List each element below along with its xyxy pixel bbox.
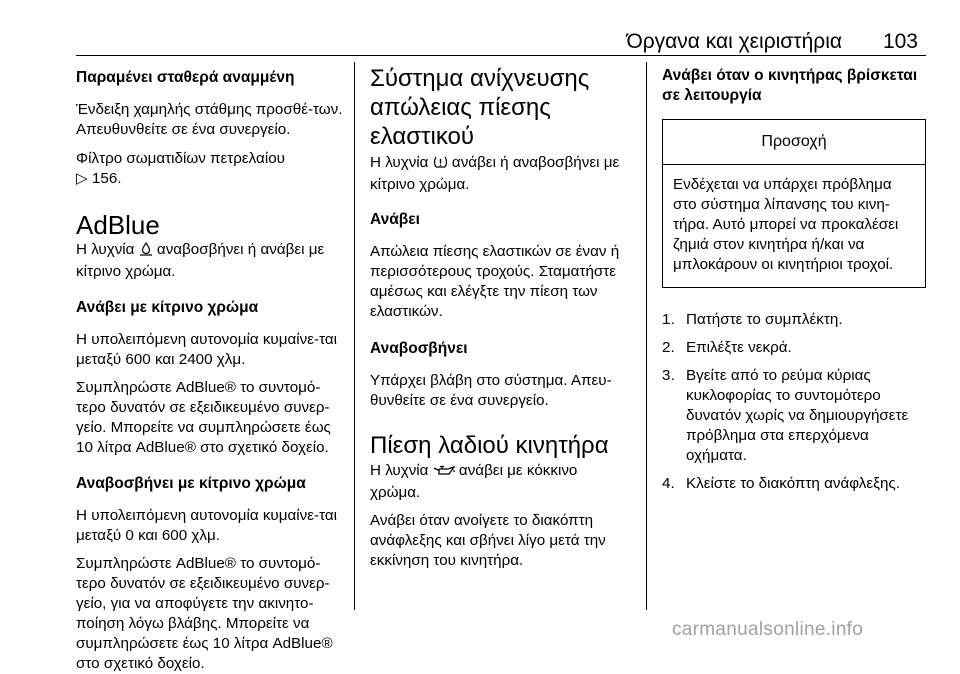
oil-pressure-paragraph: Ανάβει όταν ανοίγετε το διακόπτη ανάφλεξης και σβήνει λίγο μετά την εκκίνηση του κινητήρα. [370, 512, 606, 569]
step-text: Πατήστε το συμπλέκτη. [686, 311, 843, 328]
step-text: Κλείστε το διακόπτη ανάφλεξης. [686, 475, 900, 492]
yellow-flash-paragraph-1: Η υπολειπόμενη αυτονομία κυμαίνε-ται μεταξύ 0 και 600 χλμ. [76, 507, 338, 544]
adblue-heading: AdBlue [76, 210, 160, 240]
section-heading-steady: Παραμένει σταθερά αναμμένη [76, 69, 295, 86]
list-item [662, 366, 926, 466]
tire-pressure-icon [433, 155, 448, 175]
paragraph-low-additive: Ένδειξη χαμηλής στάθμης προσθέ-των. Απευθυνθείτε σε ένα συνεργείο. [76, 101, 343, 138]
oil-pressure-intro [370, 461, 630, 503]
yellow-flash-paragraph-2: Συμπληρώστε AdBlue® το συντομό-τερο δυνατόν σε εξειδικευμένο συνερ-γείο, για να αποφύγετε την ακινητο-ποίηση λόγω βλάβης. Μπορείτε να συμπληρώσετε έως 10 λίτρα AdBlue® στο σχετικό δοχείο. [76, 555, 333, 672]
steps-list [662, 310, 926, 494]
page-reference-link[interactable]: 156. [91, 170, 122, 187]
yellow-on-paragraph-1: Η υπολειπόμενη αυτονομία κυμαίνε-ται μεταξύ 600 και 2400 χλμ. [76, 331, 338, 368]
adblue-intro [76, 240, 344, 282]
tpms-intro-text-b: ανάβει ή αναβοσβήνει με κίτρινο χρώμα. [370, 154, 620, 193]
list-item [662, 310, 926, 330]
step-text: Επιλέξτε νεκρά. [686, 339, 792, 356]
oil-intro-text-a: Η λυχνία [370, 462, 429, 479]
particle-filter-text: Φίλτρο σωματιδίων πετρελαίου [76, 150, 285, 167]
step-number: 2. [662, 339, 675, 356]
paragraph-particle-filter [76, 149, 344, 189]
column-divider-1 [354, 62, 355, 610]
tpms-heading: Σύστημα ανίχνευσης απώλειας πίεσης ελαστικού [370, 65, 590, 150]
page-number: 103 [882, 30, 918, 53]
step-number: 1. [662, 311, 675, 328]
header-rule [76, 55, 926, 56]
watermark: carmanualsonline.info [672, 619, 864, 640]
list-item [662, 474, 926, 494]
caution-box [662, 119, 926, 288]
tpms-intro [370, 153, 630, 195]
tpms-blink-heading: Αναβοσβήνει [370, 340, 468, 357]
oil-can-icon [433, 463, 455, 483]
yellow-on-heading: Ανάβει με κίτρινο χρώμα [76, 299, 259, 316]
step-number: 3. [662, 367, 675, 384]
tpms-on-paragraph: Απώλεια πίεσης ελαστικών σε έναν ή περισσότερους τροχούς. Σταματήστε αμέσως και ελέγξτε την πίεση των ελαστικών. [370, 243, 620, 320]
adblue-warning-icon [139, 242, 153, 262]
column-3 [662, 62, 926, 494]
engine-running-heading: Ανάβει όταν ο κινητήρας βρίσκεται σε λειτουργία [662, 67, 918, 104]
header-title: Όργανα και χειριστήρια [626, 30, 842, 53]
tpms-on-heading: Ανάβει [370, 211, 420, 228]
oil-pressure-heading: Πίεση λαδιού κινητήρα [370, 432, 609, 459]
tpms-blink-paragraph: Υπάρχει βλάβη στο σύστημα. Απευ-θυνθείτε σε ένα συνεργείο. [370, 372, 612, 409]
column-2 [370, 62, 630, 571]
tpms-intro-text-a: Η λυχνία [370, 154, 429, 171]
adblue-intro-text-a: Η λυχνία [76, 241, 135, 258]
reference-arrow-icon: ▷ [76, 170, 88, 187]
column-divider-2 [646, 62, 647, 610]
yellow-on-paragraph-2: Συμπληρώστε AdBlue® το συντομό-τερο δυνατόν σε εξειδικευμένο συνερ-γείο. Μπορείτε να συμπληρώσετε έως 10 λίτρα AdBlue® στο σχετικό δοχείο. [76, 379, 331, 456]
adblue-intro-text-b: αναβοσβήνει ή ανάβει με κίτρινο χρώμα. [76, 241, 325, 280]
list-item [662, 338, 926, 358]
caution-body: Ενδέχεται να υπάρχει πρόβλημα στο σύστημα λίπανσης του κινη-τήρα. Αυτό μπορεί να προκαλέσει ζημιά στον κινητήρα ή/και να μπλοκάρουν οι κινητήριοι τροχοί. [673, 176, 899, 273]
column-1 [76, 62, 344, 674]
oil-intro-text-b: ανάβει με κόκκινο χρώμα. [370, 462, 578, 501]
yellow-flash-heading: Αναβοσβήνει με κίτρινο χρώμα [76, 475, 306, 492]
caution-title: Προσοχή [663, 120, 925, 165]
step-text: Βγείτε από το ρεύμα κύριας κυκλοφορίας το συντομότερο δυνατόν χωρίς να δημιουργήσετε πρόβλημα στα επερχόμενα οχήματα. [686, 367, 909, 464]
step-number: 4. [662, 475, 675, 492]
